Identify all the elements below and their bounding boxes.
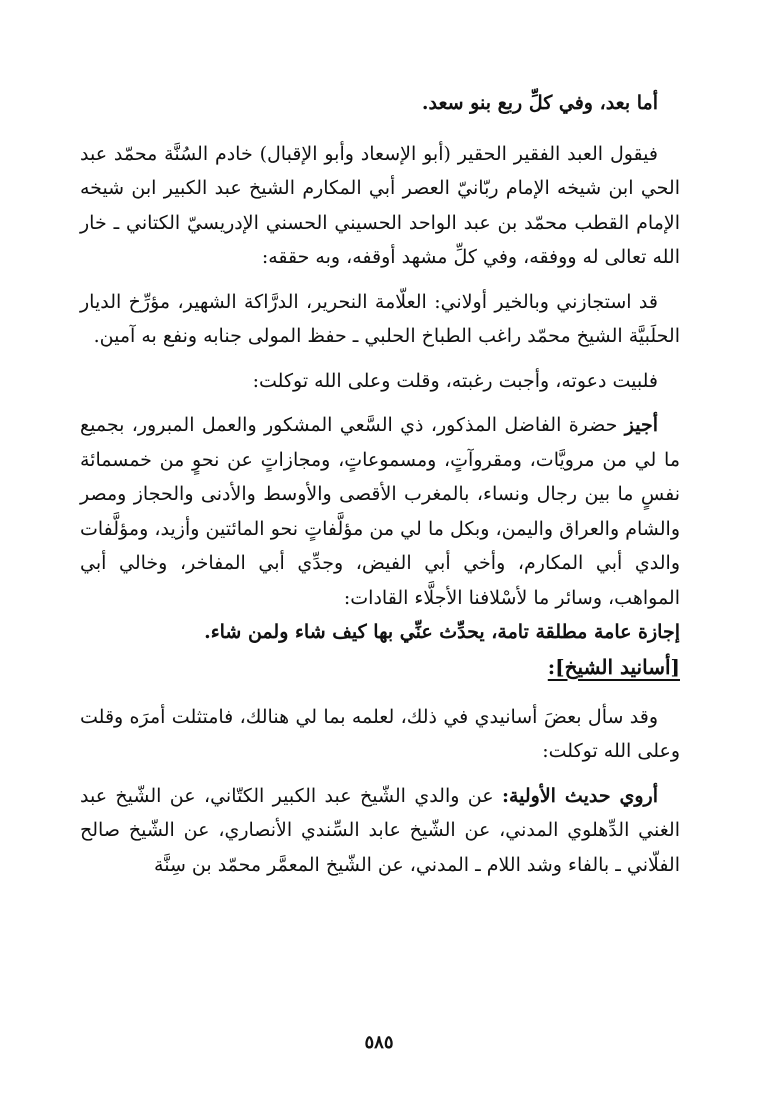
section-heading	[80, 650, 680, 684]
paragraph-request: قد استجازني وبالخير أولاني: العلّامة النحرير، الدرَّاكة الشهير، مؤرِّخ الديار الحلَبيَّة الشيخ محمّد راغب الطباخ الحلبي ـ حفظ المولى جنابه ونفع به آمين.	[80, 290, 680, 347]
opening-line: أما بعد، وفي كلِّ ربع بنو سعد.	[421, 92, 658, 114]
ijaza-lead-word: أجيز	[624, 414, 658, 436]
page-body	[80, 86, 680, 882]
paragraph-author-intro: فيقول العبد الفقير الحقير (أبو الإسعاد وأبو الإقبال) خادم السُنَّة محمّد عبد الحي ابن شيخه الإمام ربّانيّ العصر أبي المكارم الشيخ عبد الكبير ابن شيخه الإمام القطب محمّد بن عبد الواحد الحسيني الحسني الإدريسيّ الكتاني ـ خار الله تعالى له ووفقه، وفي كلِّ مشهد أوقفه، وبه حققه:	[80, 142, 680, 268]
paragraph-hadith-awwaliya	[80, 779, 680, 883]
section-heading-text: [أسانيد الشيخ]:	[547, 654, 680, 679]
page-number: ٥٨٥	[364, 1032, 394, 1053]
paragraph-ijaza	[80, 408, 680, 650]
paragraph-asanid-request: وقد سأل بعضَ أسانيدي في ذلك، لعلمه بما لي هنالك، فامتثلت أمرَه وقلت وعلى الله توكلت:	[80, 705, 680, 762]
ijaza-closing-statement: إجازة عامة مطلقة تامة، يحدِّث عنِّي بها كيف شاء ولمن شاء.	[204, 621, 680, 643]
ijaza-body-text: حضرة الفاضل المذكور، ذي السَّعي المشكور والعمل المبرور، بجميع ما لي من مرويَّات، ومقروآتٍ، ومسموعاتٍ، ومجازاتٍ عن نحوٍ من خمسمائة نفسٍ ما بين رجال ونساء، بالمغرب الأقصى والأوسط والأدنى والحجاز ومصر والشام والعراق واليمن، وبكل ما لي من مؤلَّفاتٍ نحو المائتين وأزيد، ومؤلَّفات والدي أبي المكارم، وأخي أبي الفيض، وجدِّي أبي المفاخر، وخالي أبي المواهب، وسائر ما لأسْلافنا الأجلَّاء القادات:	[80, 414, 680, 609]
hadith-awwaliya-lead: أروي حديث الأولية:	[501, 784, 659, 807]
hadith-awwaliya-chain: عن والدي الشّيخ عبد الكبير الكتّاني، عن الشّيخ عبد الغني الدِّهلوي المدني، عن الشّيخ عابد السِّندي الأنصاري، عن الشّيخ صالح الفلّاني ـ بالفاء وشد اللام ـ المدني، عن الشّيخ المعمَّر محمّد بن سِنَّة	[80, 784, 680, 876]
paragraph-response: فلبيت دعوته، وأجبت رغبته، وقلت وعلى الله توكلت:	[252, 369, 658, 392]
